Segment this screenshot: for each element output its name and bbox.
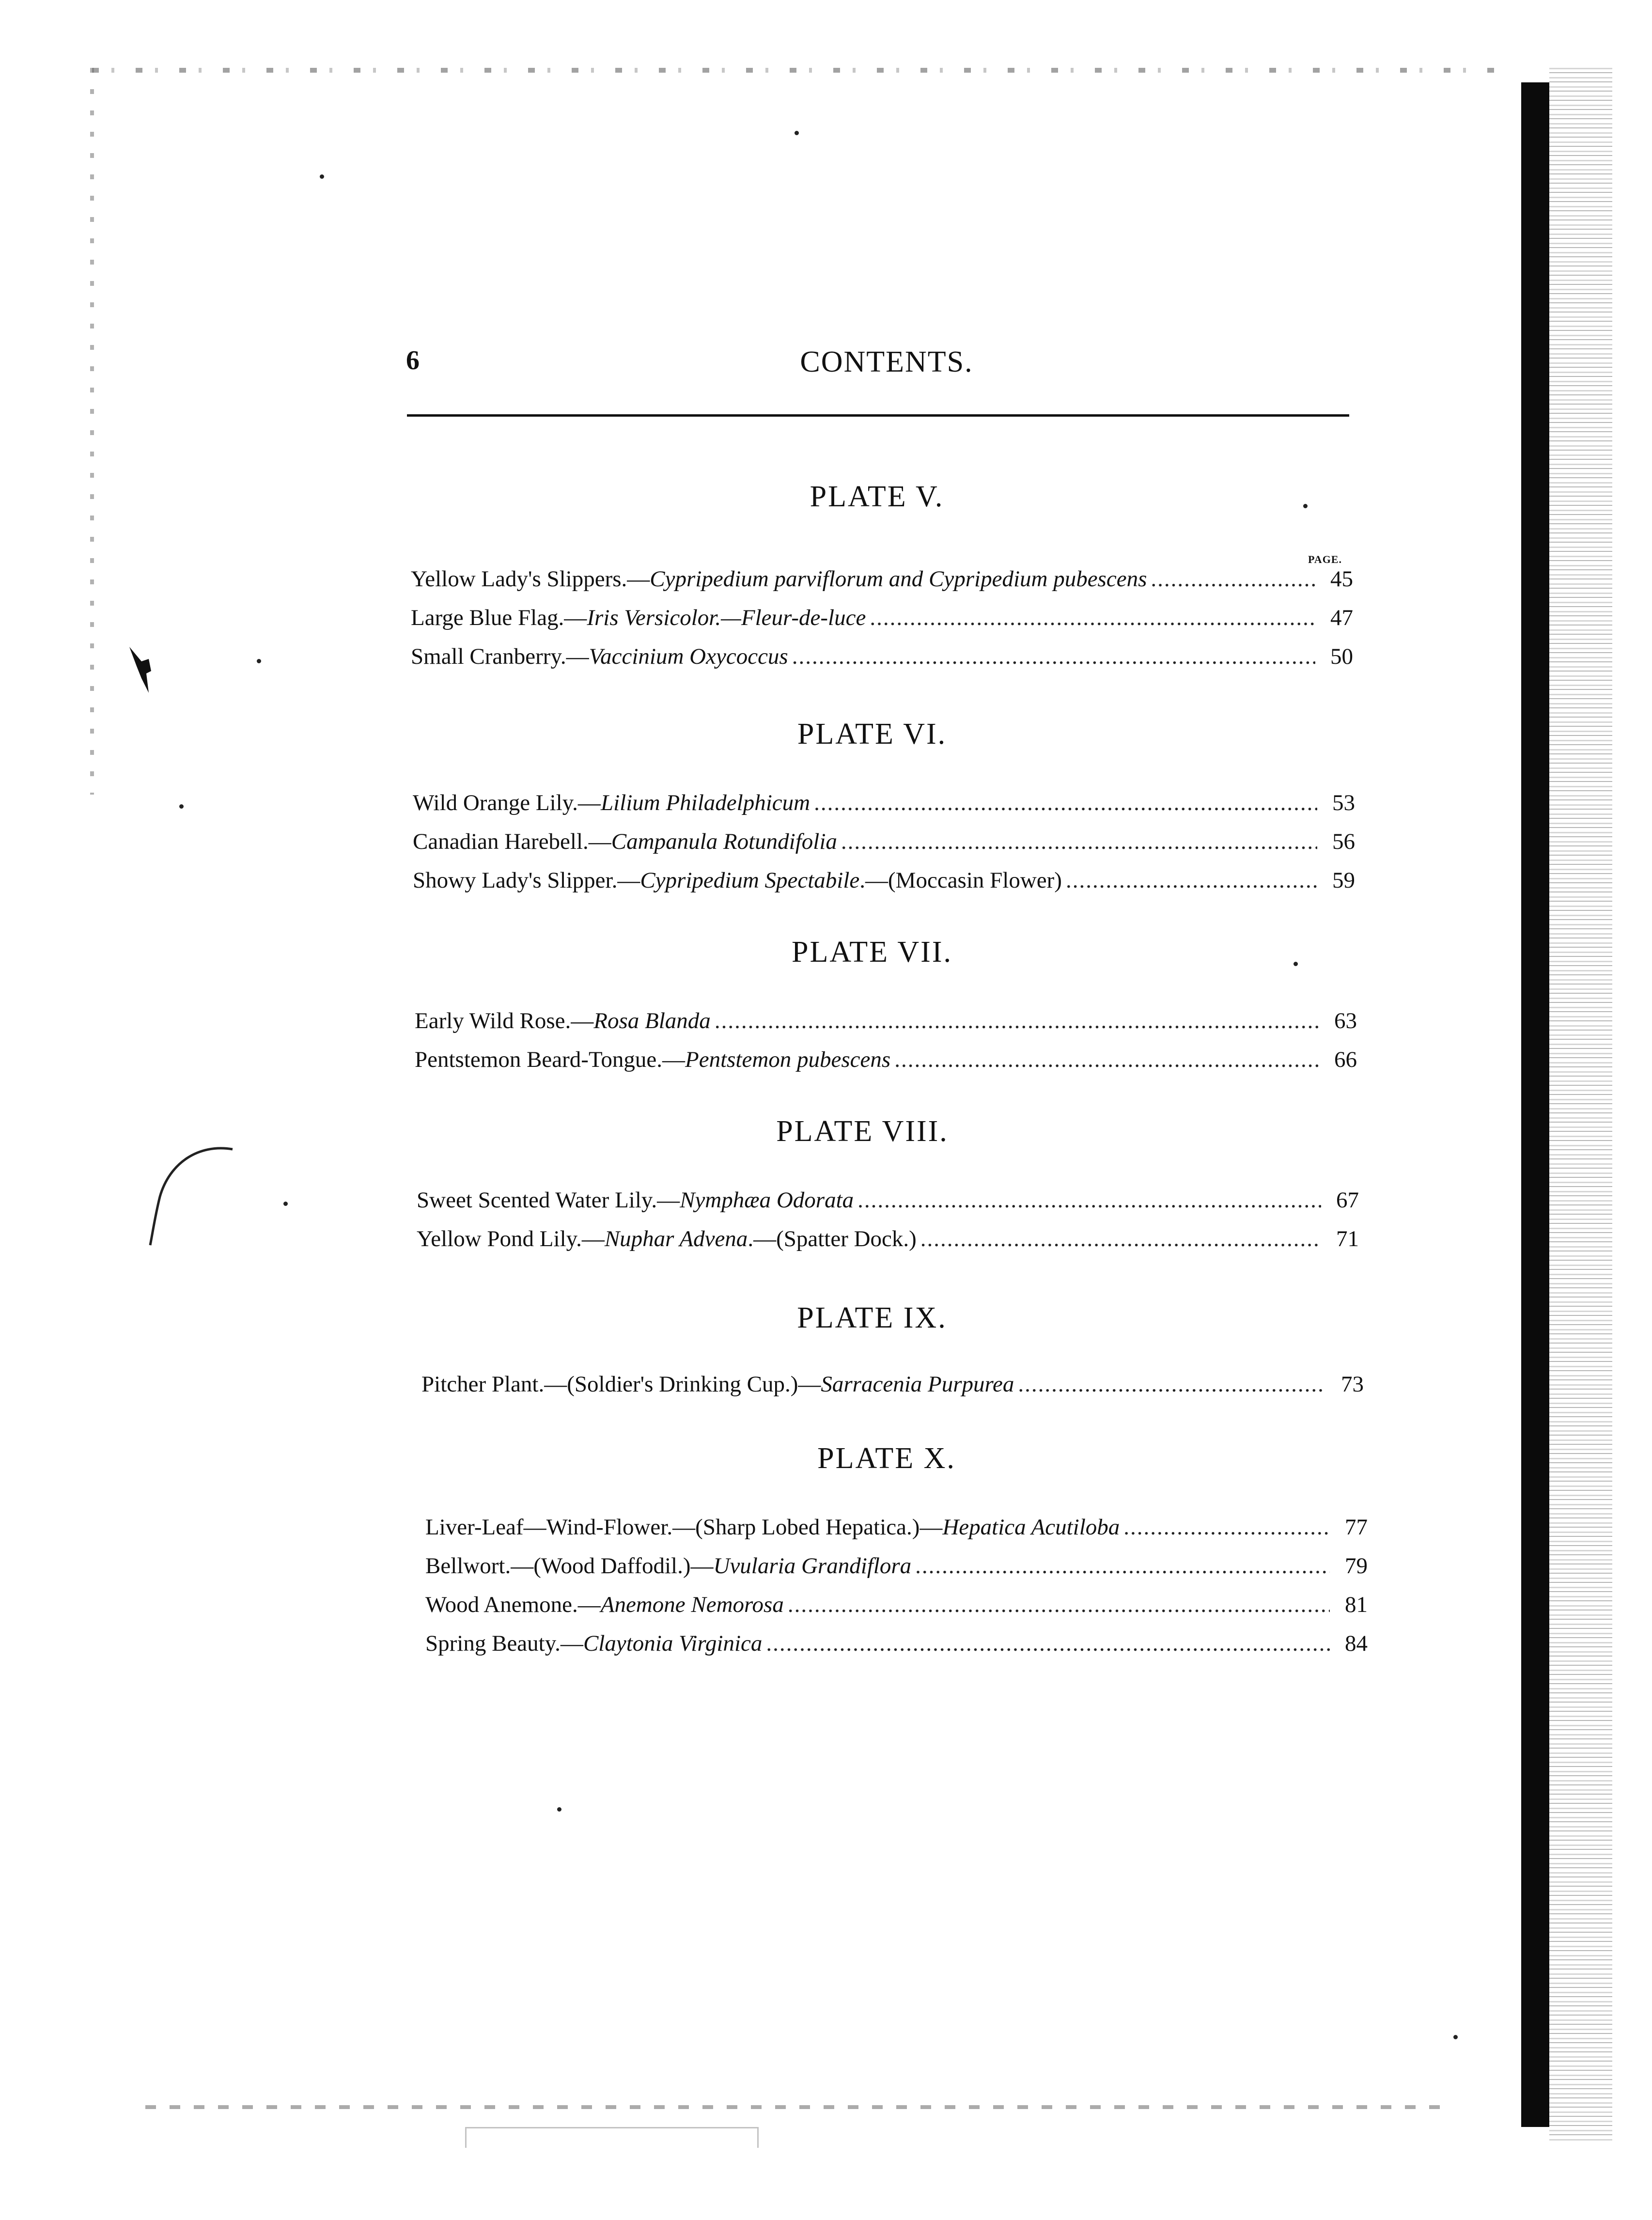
speck [320, 174, 324, 179]
speck [1303, 504, 1308, 508]
entry-page-number: 59 [1332, 868, 1355, 893]
entry-common-name: Yellow Pond Lily.— [417, 1226, 605, 1251]
entry-page-number: 53 [1332, 790, 1355, 815]
toc-entry[interactable] [413, 867, 1355, 901]
dot-leader [920, 1226, 1321, 1252]
toc-entry[interactable] [415, 1008, 1357, 1042]
scan-edge-bottom-frame [465, 2127, 759, 2148]
dot-leader [841, 829, 1317, 855]
entry-common-name: Spring Beauty.— [425, 1631, 583, 1656]
entry-latin-name: Campanula Rotundifolia [611, 829, 837, 854]
entry-page-number: 47 [1330, 605, 1353, 630]
entry-common-name: Yellow Lady's Slippers.— [411, 566, 650, 592]
entry-latin-name: Nymphæa Odorata [680, 1188, 854, 1213]
entry-common-name: Liver-Leaf—Wind-Flower.—(Sharp Lobed Hepatica.)— [425, 1515, 943, 1540]
speck [557, 1807, 561, 1812]
speck [795, 131, 799, 135]
dot-leader [814, 790, 1317, 816]
plate-heading: PLATE IX. [797, 1301, 947, 1334]
entry-latin-name: Sarracenia Purpurea [821, 1372, 1014, 1397]
toc-entry[interactable] [413, 829, 1355, 862]
scan-edge-right-bar [1521, 82, 1549, 2127]
entry-page-number: 71 [1336, 1226, 1359, 1251]
toc-entry[interactable] [425, 1514, 1368, 1548]
entry-latin-name: Cypripedium parviflorum and Cypripedium pubescens [650, 566, 1147, 592]
entry-common-name: Pitcher Plant.—(Soldier's Drinking Cup.)— [421, 1372, 821, 1397]
scan-edge-right-speckle [1549, 68, 1612, 2142]
entry-page-number: 84 [1345, 1631, 1368, 1656]
entry-common-name: Wild Orange Lily.— [413, 790, 601, 815]
dot-leader [766, 1630, 1330, 1657]
toc-entry[interactable] [417, 1226, 1359, 1260]
entry-common-name: Early Wild Rose.— [415, 1008, 594, 1033]
entry-page-number: 79 [1345, 1553, 1368, 1579]
toc-entry[interactable] [425, 1553, 1368, 1587]
scan-edge-left [90, 68, 94, 795]
entry-page-number: 77 [1345, 1515, 1368, 1540]
entry-page-number: 63 [1334, 1008, 1357, 1033]
entry-latin-name: Rosa Blanda [593, 1008, 711, 1033]
plate-heading: PLATE VI. [797, 718, 947, 750]
dot-leader [1151, 566, 1315, 592]
speck [1453, 2035, 1458, 2039]
page-column-label: PAGE. [1308, 553, 1342, 565]
entry-latin-name: Vaccinium Oxycoccus [589, 644, 788, 669]
plate-heading: PLATE VIII. [776, 1115, 949, 1148]
entry-page-number: 66 [1334, 1047, 1357, 1072]
entry-latin-name: Uvularia Grandiflora [713, 1553, 912, 1579]
toc-entry[interactable] [425, 1592, 1368, 1626]
scan-edge-bottom [145, 2105, 1453, 2109]
entry-page-number: 73 [1341, 1372, 1364, 1397]
entry-latin-name: Iris Versicolor.—Fleur-de-luce [587, 605, 866, 630]
dot-leader [1066, 867, 1317, 893]
speck [179, 804, 184, 809]
entry-latin-name: Cypripedium Spectabile [640, 868, 860, 893]
dot-leader [715, 1008, 1319, 1034]
toc-entry[interactable] [411, 605, 1353, 639]
dot-leader [894, 1047, 1319, 1073]
entry-common-name: Canadian Harebell.— [413, 829, 611, 854]
entry-latin-name: Hepatica Acutiloba [942, 1515, 1120, 1540]
entry-common-name: Showy Lady's Slipper.— [413, 868, 640, 893]
dot-leader [870, 605, 1315, 631]
speck [257, 659, 261, 663]
speck [1294, 962, 1298, 966]
dot-leader [857, 1187, 1321, 1213]
entry-extra: .—(Moccasin Flower) [859, 868, 1062, 893]
entry-latin-name: Anemone Nemorosa [600, 1592, 784, 1617]
page-title: CONTENTS. [800, 345, 973, 378]
entry-common-name: Small Cranberry.— [411, 644, 589, 669]
ink-blot-mark [127, 644, 166, 698]
dot-leader [788, 1592, 1330, 1618]
ink-stroke-mark [140, 1143, 237, 1250]
entry-common-name: Wood Anemone.— [425, 1592, 601, 1617]
entry-latin-name: Pentstemon pubescens [685, 1047, 891, 1072]
entry-common-name: Large Blue Flag.— [411, 605, 587, 630]
entry-latin-name: Lilium Philadelphicum [600, 790, 810, 815]
page-number: 6 [406, 345, 420, 375]
plate-heading: PLATE VII. [792, 936, 952, 969]
dot-leader [1123, 1514, 1330, 1540]
toc-entry[interactable] [421, 1371, 1364, 1405]
toc-entry[interactable] [411, 643, 1353, 677]
dot-leader [915, 1553, 1330, 1579]
speck [283, 1202, 288, 1206]
entry-page-number: 45 [1330, 566, 1353, 592]
entry-common-name: Bellwort.—(Wood Daffodil.)— [425, 1553, 714, 1579]
entry-page-number: 56 [1332, 829, 1355, 854]
entry-page-number: 67 [1336, 1188, 1359, 1213]
entry-common-name: Sweet Scented Water Lily.— [417, 1188, 680, 1213]
toc-entry[interactable] [415, 1047, 1357, 1080]
dot-leader [792, 643, 1315, 670]
entry-extra: .—(Spatter Dock.) [748, 1226, 917, 1251]
entry-common-name: Pentstemon Beard-Tongue.— [415, 1047, 685, 1072]
plate-heading: PLATE V. [810, 480, 944, 513]
plate-heading: PLATE X. [817, 1442, 956, 1475]
toc-entry[interactable] [411, 566, 1353, 600]
entry-page-number: 81 [1345, 1592, 1368, 1617]
scan-edge-top [92, 68, 1497, 73]
entry-page-number: 50 [1330, 644, 1353, 669]
header-rule [407, 414, 1349, 417]
toc-entry[interactable] [425, 1630, 1368, 1664]
entry-latin-name: Nuphar Advena [604, 1226, 748, 1251]
toc-entry[interactable] [417, 1187, 1359, 1221]
toc-entry[interactable] [413, 790, 1355, 824]
entry-latin-name: Claytonia Virginica [583, 1631, 763, 1656]
dot-leader [1018, 1371, 1326, 1397]
